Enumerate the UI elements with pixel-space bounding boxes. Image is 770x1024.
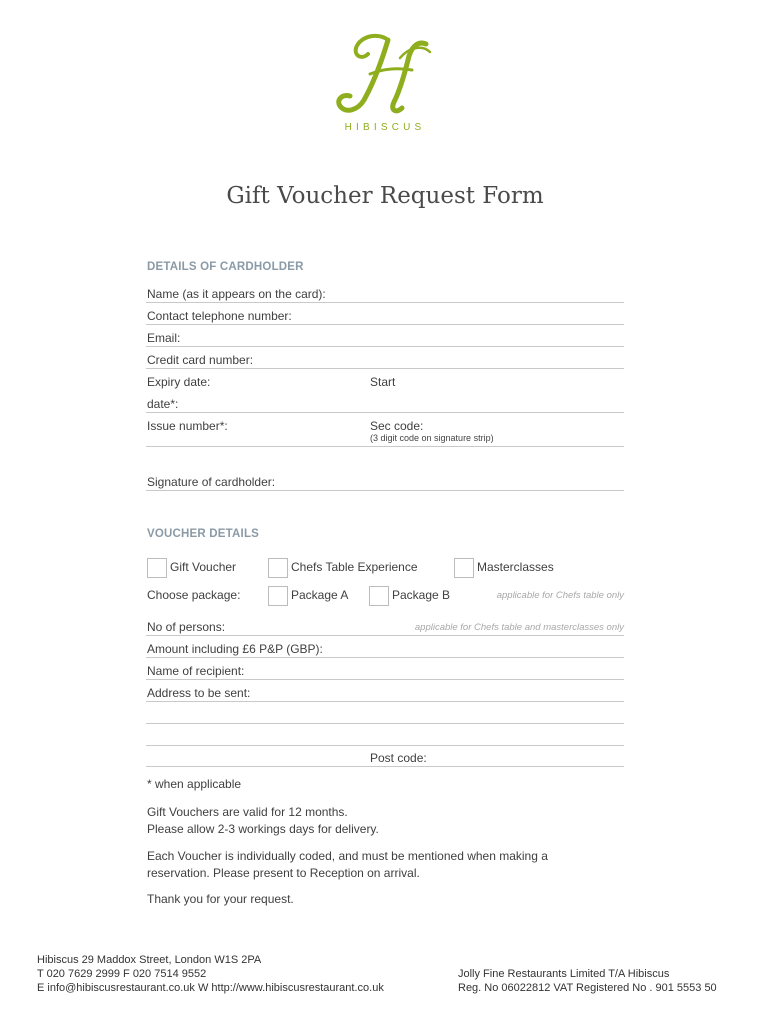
- package-b-label: Package B: [392, 588, 451, 602]
- signature-label: Signature of cardholder:: [147, 475, 276, 489]
- coded-note-2: reservation. Please present to Reception on arrival.: [147, 866, 420, 880]
- expiry-label: Expiry date:: [147, 375, 211, 389]
- voucher-heading: VOUCHER DETAILS: [147, 528, 260, 540]
- chefs-table-label: Chefs Table Experience: [291, 560, 418, 574]
- sec-code-label: Sec code:: [370, 419, 424, 433]
- start-date-label: Start: [370, 375, 396, 389]
- phone-field[interactable]: [146, 324, 624, 325]
- package-a-label: Package A: [291, 588, 349, 602]
- recipient-field[interactable]: [146, 679, 624, 680]
- name-field[interactable]: [146, 302, 624, 303]
- hibiscus-monogram-icon: [330, 30, 440, 118]
- masterclasses-label: Masterclasses: [477, 560, 554, 574]
- thanks-note: Thank you for your request.: [147, 892, 294, 906]
- amount-field[interactable]: [146, 657, 624, 658]
- phone-label: Contact telephone number:: [147, 309, 292, 323]
- package-label: Choose package:: [147, 588, 241, 602]
- chefs-table-checkbox[interactable]: [268, 558, 288, 578]
- email-field[interactable]: [146, 346, 624, 347]
- persons-label: No of persons:: [147, 620, 226, 634]
- issue-number-label: Issue number*:: [147, 419, 228, 433]
- persons-field[interactable]: [146, 635, 624, 636]
- applicable-note: * when applicable: [147, 777, 242, 791]
- package-b-checkbox[interactable]: [369, 586, 389, 606]
- address-field-line-1[interactable]: [146, 701, 624, 702]
- package-a-checkbox[interactable]: [268, 586, 288, 606]
- footer-company: Jolly Fine Restaurants Limited T/A Hibiscus: [458, 968, 670, 980]
- persons-note: applicable for Chefs table and masterclasses only: [414, 622, 624, 633]
- name-label: Name (as it appears on the card):: [147, 287, 326, 301]
- card-number-field[interactable]: [146, 368, 624, 369]
- footer-web: E info@hibiscusrestaurant.co.uk W http://www.hibiscusrestaurant.co.uk: [37, 982, 384, 994]
- postcode-field[interactable]: [146, 766, 624, 767]
- package-note: applicable for Chefs table only: [496, 590, 624, 601]
- expiry-field[interactable]: [146, 412, 624, 413]
- address-field-line-2[interactable]: [146, 723, 624, 724]
- postcode-label: Post code:: [370, 751, 427, 765]
- sec-code-hint: (3 digit code on signature strip): [370, 433, 494, 443]
- signature-field[interactable]: [146, 490, 624, 491]
- start-date-label-cont: date*:: [147, 397, 179, 411]
- issue-sec-field[interactable]: [146, 446, 624, 447]
- footer-phone: T 020 7629 2999 F 020 7514 9552: [37, 968, 207, 980]
- validity-note-2: Please allow 2-3 workings days for delivery.: [147, 822, 379, 836]
- footer-reg: Reg. No 06022812 VAT Registered No . 901 5553 50: [458, 982, 717, 994]
- gift-voucher-checkbox[interactable]: [147, 558, 167, 578]
- footer-address: Hibiscus 29 Maddox Street, London W1S 2PA: [37, 954, 262, 966]
- coded-note-1: Each Voucher is individually coded, and must be mentioned when making a: [147, 849, 548, 863]
- card-number-label: Credit card number:: [147, 353, 254, 367]
- recipient-label: Name of recipient:: [147, 664, 245, 678]
- masterclasses-checkbox[interactable]: [454, 558, 474, 578]
- amount-label: Amount including £6 P&P (GBP):: [147, 642, 323, 656]
- logo-wordmark: HIBISCUS: [344, 122, 426, 133]
- address-field-line-3[interactable]: [146, 745, 624, 746]
- form-title: Gift Voucher Request Form: [226, 183, 544, 209]
- address-label: Address to be sent:: [147, 686, 251, 700]
- validity-note-1: Gift Vouchers are valid for 12 months.: [147, 805, 348, 819]
- gift-voucher-label: Gift Voucher: [170, 560, 237, 574]
- cardholder-heading: DETAILS OF CARDHOLDER: [147, 261, 304, 273]
- email-label: Email:: [147, 331, 181, 345]
